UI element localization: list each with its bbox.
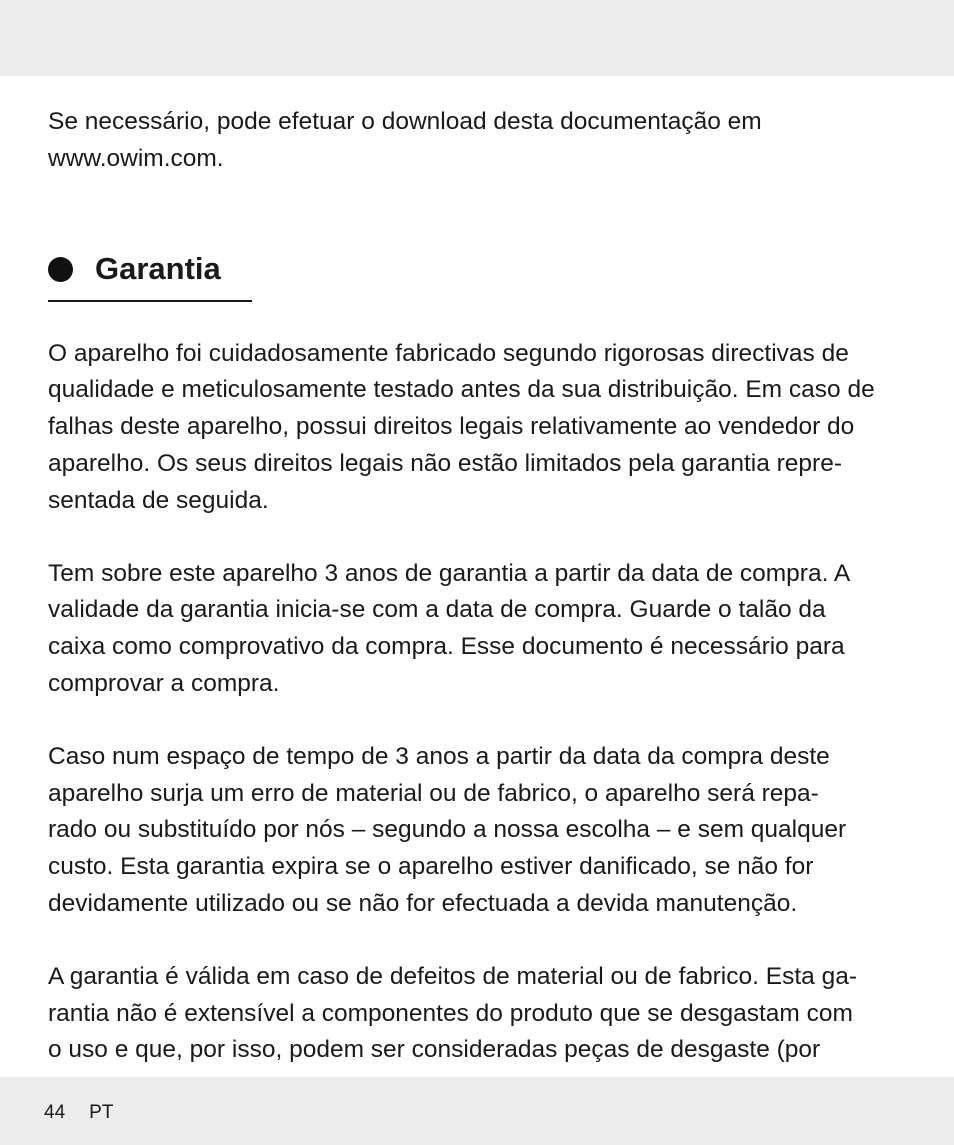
page-content (48, 104, 908, 1105)
text-line: aparelho. Os seus direitos legais não estão limitados pela garantia repre- (48, 449, 842, 477)
intro-paragraph (48, 104, 908, 178)
text-line: sentada de seguida. (48, 486, 269, 514)
text-line: o uso e que, por isso, podem ser consideradas peças de desgaste (por (48, 1036, 821, 1064)
text-line: rado ou substituído por nós – segundo a nossa escolha – e sem qualquer (48, 816, 847, 844)
text-line: qualidade e meticulosamente testado antes da sua distribuição. Em caso de (48, 376, 875, 404)
text-line: validade da garantia inicia-se com a data de compra. Guarde o talão da (48, 596, 826, 624)
text-line: Tem sobre este aparelho 3 anos de garantia a partir da data de compra. A (48, 559, 851, 587)
intro-line: Se necessário, pode efetuar o download desta documentação em (48, 108, 762, 135)
page-number: 44 (44, 1102, 66, 1123)
paragraph-3 (48, 739, 908, 923)
language-code: PT (89, 1102, 114, 1123)
intro-line: www.owim.com. (48, 144, 224, 172)
footer-band (0, 1077, 954, 1145)
paragraph-2 (48, 556, 908, 703)
text-line: comprovar a compra. (48, 669, 280, 697)
header-band (0, 0, 954, 76)
text-line: caixa como comprovativo da compra. Esse documento é necessário para (48, 633, 845, 661)
bullet-icon (48, 257, 73, 282)
section-title: Garantia (95, 250, 221, 286)
text-line: A garantia é válida em caso de defeitos de material ou de fabrico. Esta ga- (48, 962, 857, 990)
text-line: aparelho surja um erro de material ou de fabrico, o aparelho será repa- (48, 779, 819, 807)
section-heading (48, 250, 252, 302)
paragraph-4 (48, 959, 908, 1069)
text-line: devidamente utilizado ou se não for efectuada a devida manutenção. (48, 889, 798, 917)
text-line: rantia não é extensível a componentes do produto que se desgastam com (48, 999, 853, 1027)
text-line: O aparelho foi cuidadosamente fabricado segundo rigorosas directivas de (48, 339, 849, 367)
page-footer (44, 1102, 113, 1124)
text-line: falhas deste aparelho, possui direitos legais relativamente ao vendedor do (48, 413, 855, 441)
paragraph-1 (48, 336, 908, 520)
text-line: custo. Esta garantia expira se o aparelho estiver danificado, se não for (48, 853, 814, 881)
text-line: Caso num espaço de tempo de 3 anos a partir da data da compra deste (48, 742, 830, 770)
